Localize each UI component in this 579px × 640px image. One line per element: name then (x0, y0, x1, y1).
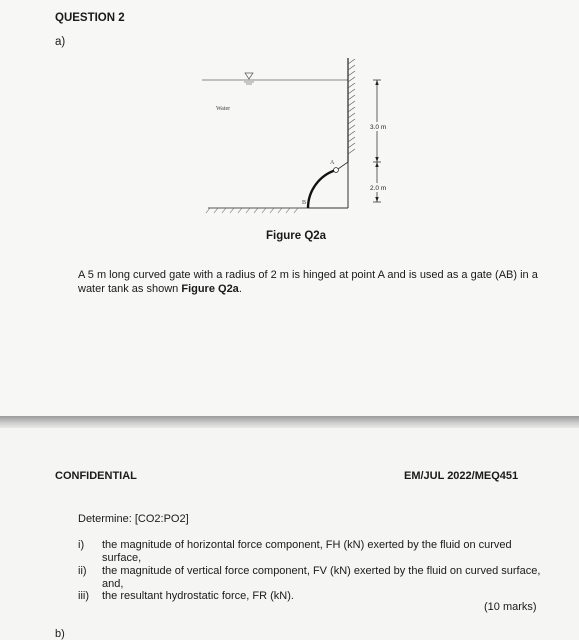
point-a-label: A (330, 160, 335, 166)
confidential-label: CONFIDENTIAL (55, 470, 137, 482)
task-item-text: the magnitude of vertical force component, FV (kN) exerted by the fluid on curved surface, and, (102, 565, 541, 590)
water-label: Water (216, 106, 231, 112)
task-item-2 (78, 565, 548, 591)
paragraph-figure-ref: Figure Q2a (181, 283, 239, 295)
figure-caption: Figure Q2a (266, 230, 327, 242)
marks-label: (10 marks) (484, 601, 537, 613)
part-b-label: b) (55, 628, 65, 640)
dim-bottom-label: 2.0 m (370, 185, 387, 192)
hinge-arm (338, 162, 348, 169)
course-code: EM/JUL 2022/MEQ451 (404, 470, 519, 482)
task-item-number: iii) (78, 590, 89, 602)
page-separator (0, 416, 579, 428)
point-b-label: B (302, 200, 307, 206)
figure-q2a-diagram (190, 50, 420, 225)
curved-gate-ab (308, 170, 336, 208)
paragraph-text-end: . (238, 283, 242, 295)
task-item-3 (78, 590, 548, 604)
task-item-1 (78, 539, 548, 565)
wall-hatching (348, 59, 355, 154)
hinge-a (334, 168, 339, 173)
paragraph-text-start: A 5 m long curved gate with a radius of 2 m is hinged at point A and is used as a gate (AB) in a water tank as shown (78, 269, 538, 295)
task-item-number: ii) (78, 565, 87, 577)
problem-paragraph (78, 268, 548, 296)
determine-heading: Determine: [CO2:PO2] (78, 513, 189, 525)
dim-top-label: 3.0 m (370, 124, 387, 131)
free-surface-symbol (244, 73, 254, 84)
floor-hatching (206, 208, 298, 213)
part-a-label: a) (55, 36, 66, 48)
task-item-number: i) (78, 539, 85, 551)
question-title: QUESTION 2 (55, 12, 125, 24)
task-item-text: the magnitude of horizontal force component, FH (kN) exerted by the fluid on curved surface, (102, 539, 512, 564)
task-item-text: the resultant hydrostatic force, FR (kN). (102, 590, 294, 602)
